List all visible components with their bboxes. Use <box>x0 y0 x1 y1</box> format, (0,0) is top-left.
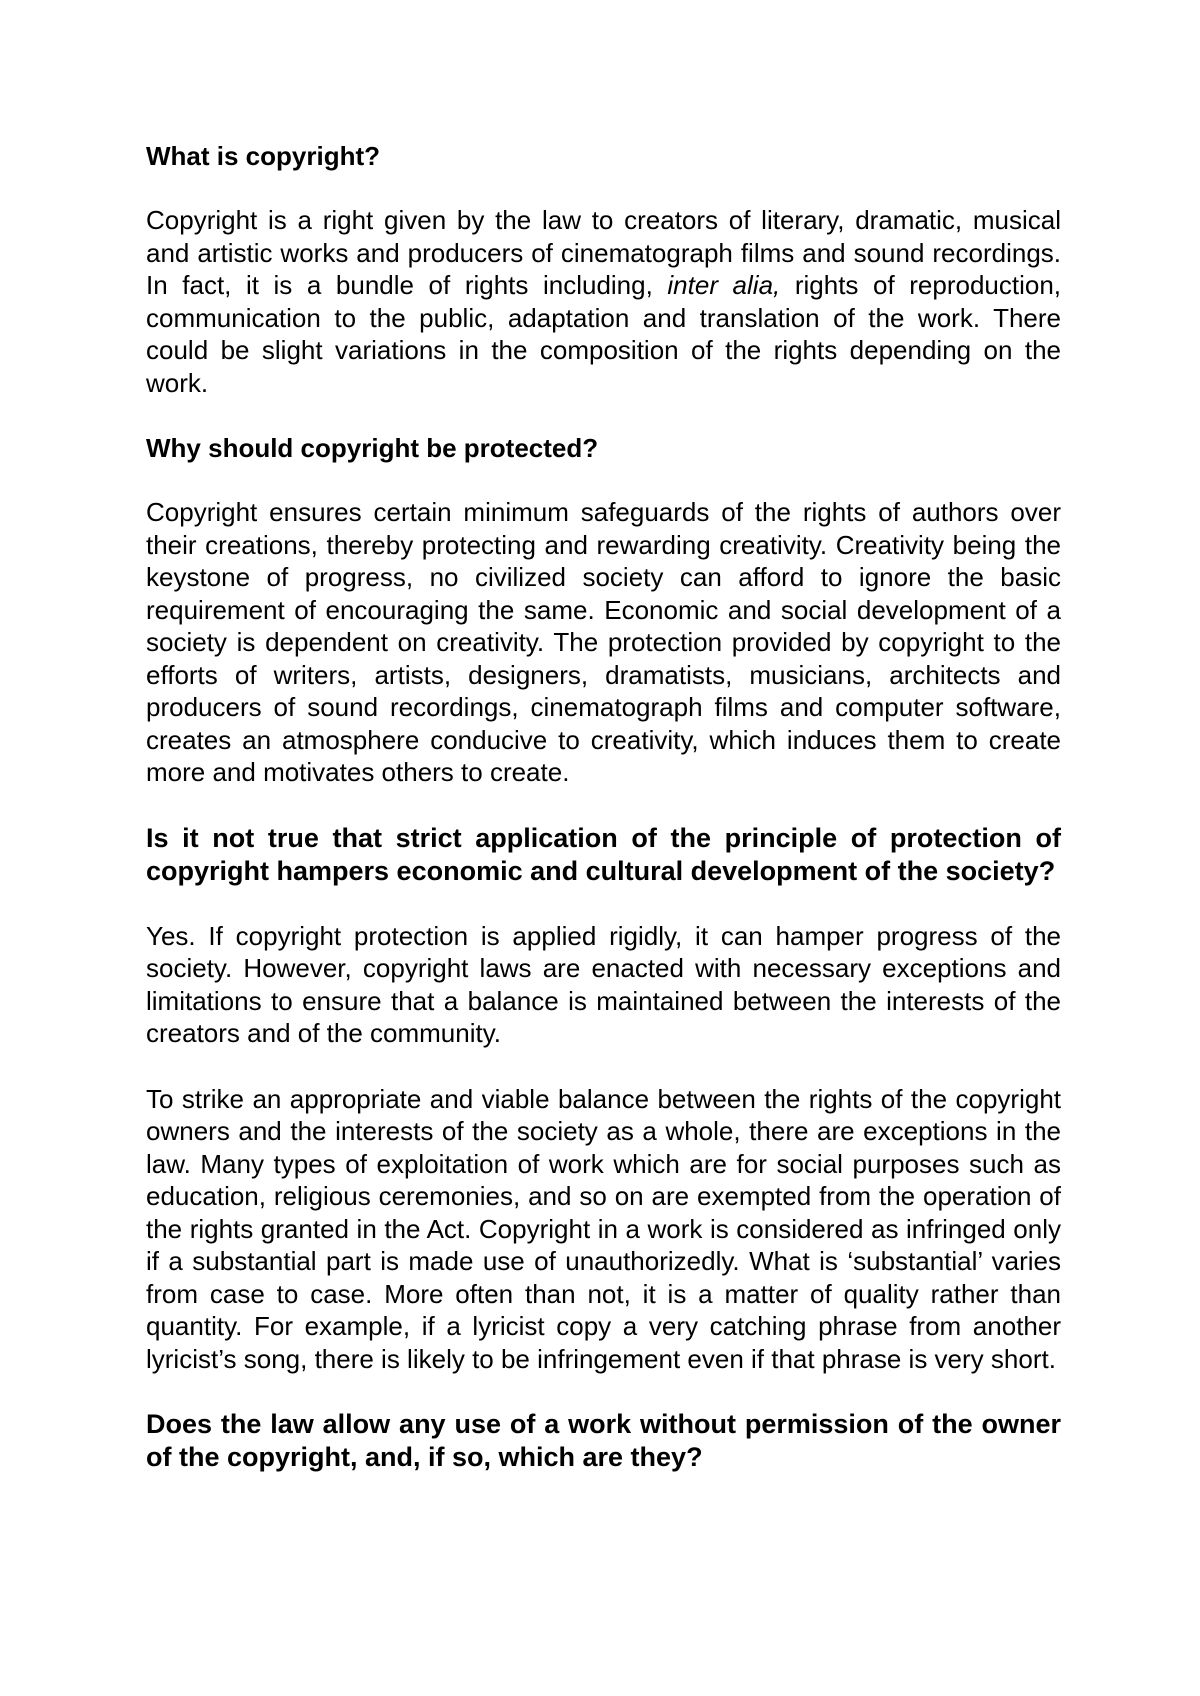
paragraph-definition <box>146 204 1061 399</box>
document-page <box>146 140 1061 1474</box>
paragraph-balance: To strike an appropriate and viable balance between the rights of the copyright owners and the interests of the society as a whole, there are exceptions in the law. Many types of exploitation of work which are for social purposes such as education, religious ceremonies, and so on are exempted from the operation of the rights granted in the Act. Copyright in a work is considered as infringed only if a substantial part is made use of unauthorizedly. What is ‘substantial’ varies from case to case. More often than not, it is a matter of quality rather than quantity. For example, if a lyricist copy a very catching phrase from another lyricist’s song, there is likely to be infringement even if that phrase is very short. <box>146 1083 1061 1374</box>
paragraph-text: Copyright is a right given by the law to creators of literary, dramatic, musical and artistic works and producers of cinematograph films and sound recordings. In fact, it is a bundle of rights including, <box>146 205 1061 300</box>
heading-strict-application: Is it not true that strict application of the principle of protection of copyright hampers economic and cultural development of the society? <box>146 822 1061 886</box>
paragraph-yes-answer: Yes. If copyright protection is applied rigidly, it can hamper progress of the society. However, copyright laws are enacted with necessary exceptions and limitations to ensure that a balance is maintained between the interests of the creators and of the community. <box>146 920 1061 1048</box>
paragraph-text: rights of reproduction, communication to the public, adaptation and translation of the work. There could be slight variations in the composition of the rights depending on the work. <box>146 270 1062 398</box>
paragraph-emphasis: inter alia, <box>667 270 781 300</box>
heading-why-protect: Why should copyright be protected? <box>146 433 599 463</box>
heading-what-is-copyright: What is copyright? <box>146 141 380 171</box>
paragraph-why-protect: Copyright ensures certain minimum safeguards of the rights of authors over their creations, thereby protecting and rewarding creativity. Creativity being the keystone of progress, no civilized society can afford to ignore the basic requirement of encouraging the same. Economic and social development of a society is dependent on creativity. The protection provided by copyright to the efforts of writers, artists, designers, dramatists, musicians, architects and producers of sound recordings, cinematograph films and computer software, creates an atmosphere conducive to creativity, which induces them to create more and motivates others to create. <box>146 497 1061 787</box>
heading-use-without-permission: Does the law allow any use of a work without permission of the owner of the copyright, and, if so, which are they? <box>146 1409 1061 1472</box>
